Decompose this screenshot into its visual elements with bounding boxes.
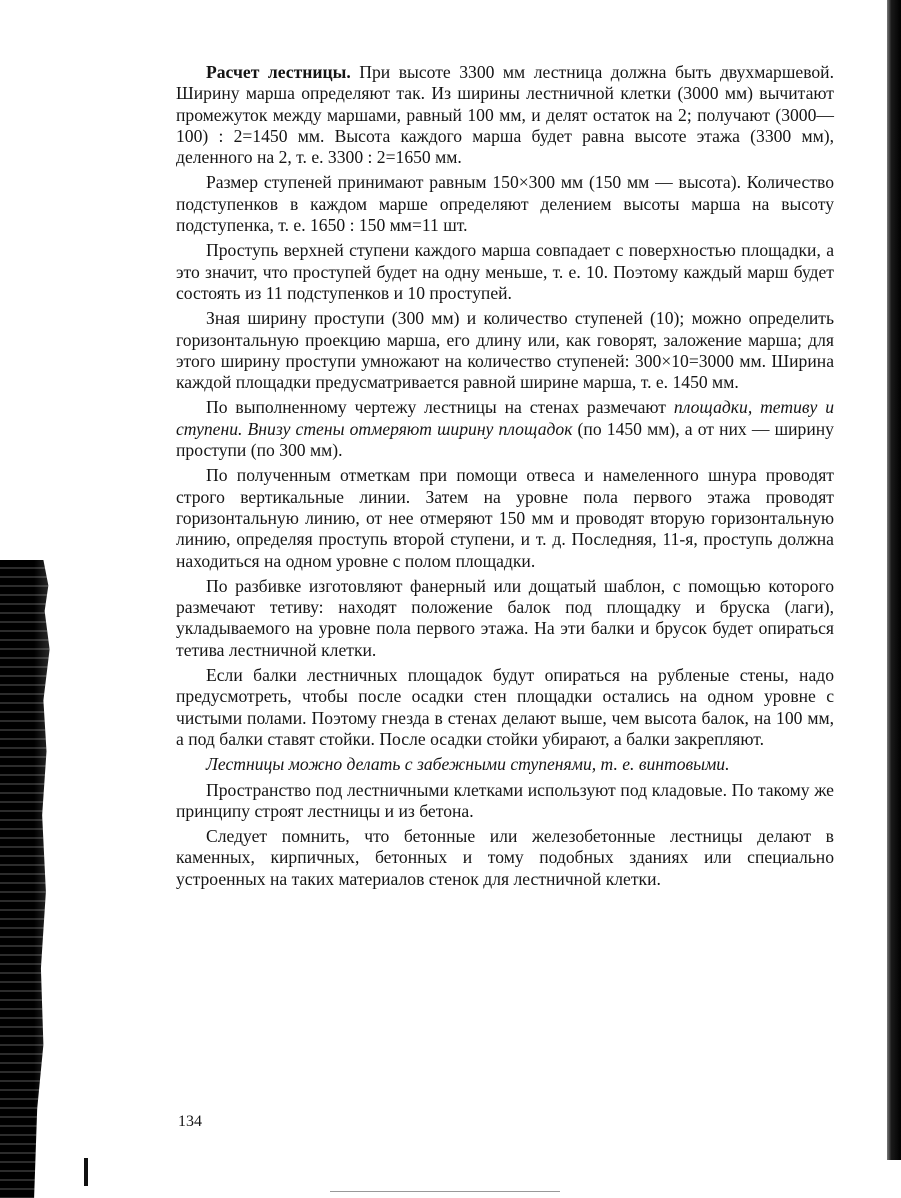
paragraph-part: По выполненному чертежу лестницы на стенах размечают: [206, 397, 674, 418]
paragraph-tread-count: Проступь верхней ступени каждого марша совпадает с поверхностью площадки, а это значит, что проступей будет на одну меньше, т. е. 10. Поэтому каждый марш будет состоять из 11 подступенков и 10 проступей.: [176, 240, 834, 303]
paragraph-wall-marking: [176, 397, 834, 461]
paragraph-march-projection: Зная ширину проступи (300 мм) и количество ступеней (10); можно определить горизонтальную проекцию марша, его длину или, как говорят, заложение марша; для этого ширину проступи умножают на количество ступеней: 300×10=3000 мм. Ширина каждой площадки предусматривается равной ширине марша, т. е. 1450 мм.: [176, 308, 834, 393]
page-number: 134: [178, 1113, 202, 1130]
paragraph-plumb-lines: По полученным отметкам при помощи отвеса и намеленного шнура проводят строго вертикальные линии. Затем на уровне пола первого этажа проводят горизонтальную линию, от нее отмеряют 150 мм и проводят вторую горизонтальную линию, определяя проступь второй ступени, и т. д. Последняя, 11-я, проступь должна находиться на одном уровне с полом площадки.: [176, 465, 834, 571]
paragraph-stair-calculation: [176, 62, 834, 168]
scan-edge-left: [0, 560, 62, 1198]
scan-edge-mark: [84, 1158, 88, 1186]
paragraph-body: При высоте 3300 мм лестница должна быть двухмаршевой. Ширину марша определяют так. Из ширины лестничной клетки (3000 мм) вычитают промежуток между маршами, равный 100 мм, и делят остаток на 2; получают (3000—100) : 2=1450 мм. Высота каждого марша будет равна высоте этажа (3300 мм), деленного на 2, т. е. 3300 : 2=1650 мм.: [176, 62, 834, 168]
page-text: [176, 62, 834, 894]
paragraph-part-italic: площадки, тетиву и ступени. Внизу стены отмеряют ширину площадок: [176, 397, 834, 439]
paragraph-beams: Если балки лестничных площадок будут опираться на рубленые стены, надо предусмотреть, чтобы после осадки стен площадки остались на одном уровне с чистыми полами. Поэтому гнезда в стенах делают выше, чем высота балок, на 100 мм, а под балки ставят стойки. После осадки стойки убирают, а балки закрепляют.: [176, 665, 834, 749]
scan-edge-right: [887, 0, 901, 1160]
paragraph-concrete-stairs: Следует помнить, что бетонные или железобетонные лестницы делают в каменных, кирпичных, бетонных и тому подобных зданиях или специально устроенных на таких материалов стенок для лестничной клетки.: [176, 826, 834, 889]
paragraph-step-size: Размер ступеней принимают равным 150×300 мм (150 мм — высота). Количество подступенков в каждом марше определяют делением высоты марша на высоту подступенка, т. е. 1650 : 150 мм=11 шт.: [176, 172, 834, 236]
paragraph-part: (по 1450 мм), а от них — ширину проступи (по 300 мм).: [176, 418, 834, 461]
paragraph-lead-heading: Расчет лестницы.: [206, 62, 351, 82]
paragraph-storage: Пространство под лестничными клетками используют под кладовые. По такому же принципу строят лестницы и из бетона.: [176, 779, 834, 821]
scan-bottom-line: [330, 1191, 560, 1192]
paragraph-winder-steps: Лестницы можно делать с забежными ступенями, т. е. винтовыми.: [206, 754, 730, 775]
paragraph-template: По разбивке изготовляют фанерный или дощатый шаблон, с помощью которого размечают тетиву: находят положение балок под площадку и бруска (лаги), укладываемого на уровне пола первого этажа. На эти балки и брусок будет опираться тетива лестничной клетки.: [176, 575, 834, 660]
